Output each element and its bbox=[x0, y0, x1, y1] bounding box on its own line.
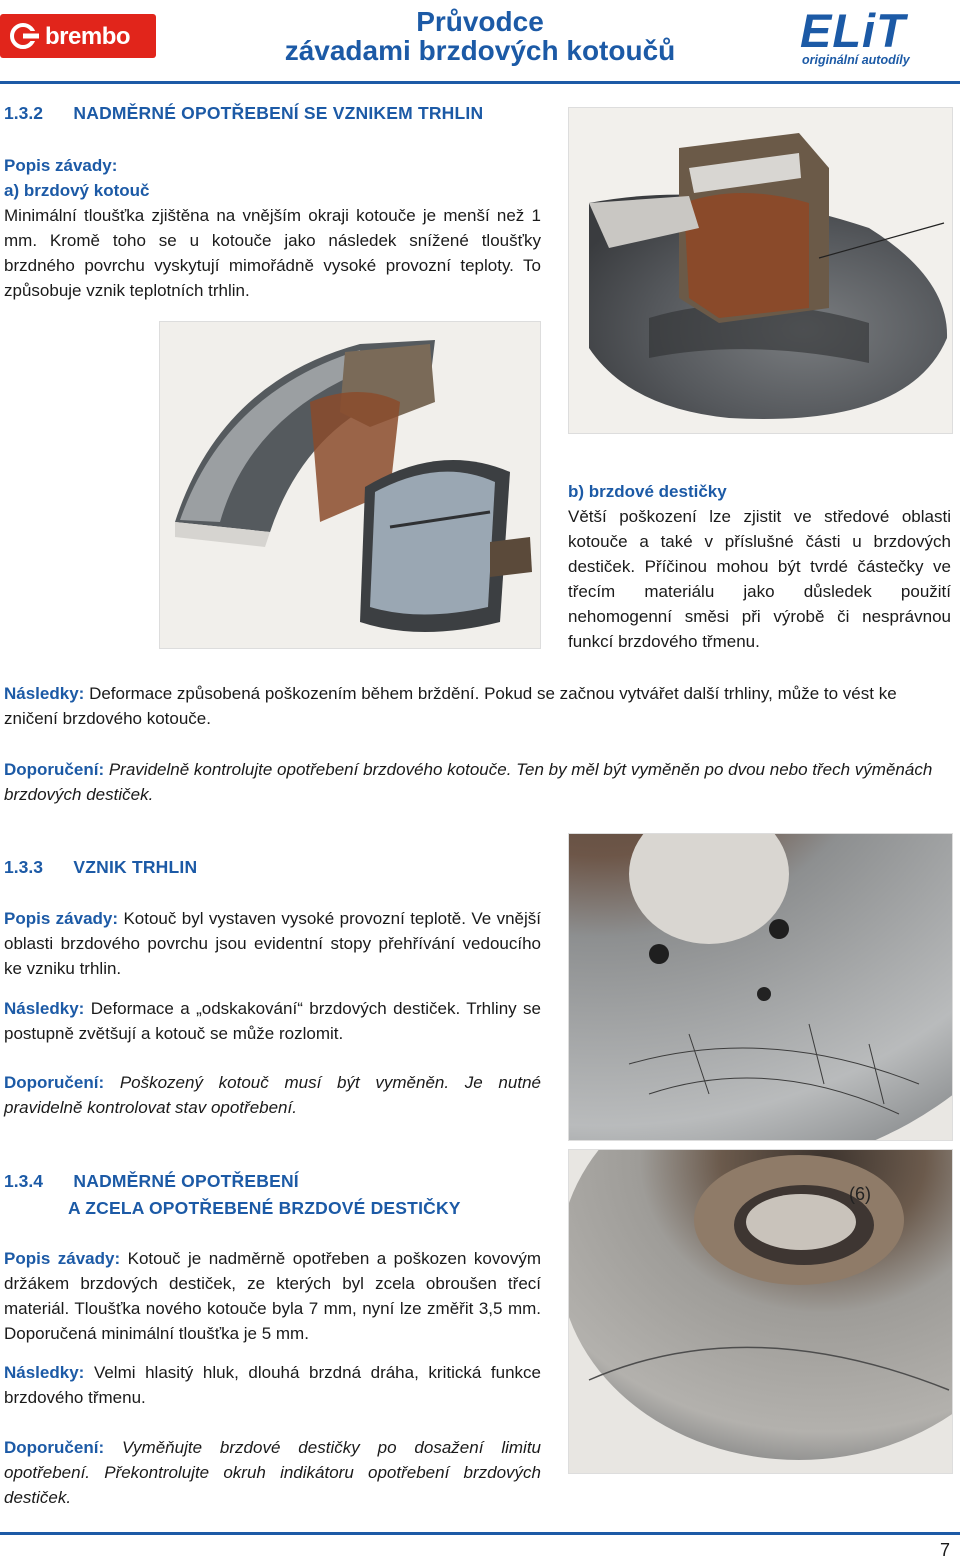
section-title: NADMĚRNÉ OPOTŘEBENÍ SE VZNIKEM TRHLIN bbox=[73, 103, 484, 123]
section-1-3-2-heading bbox=[4, 103, 483, 124]
popis-label: Popis závady: bbox=[4, 909, 119, 928]
s132-doporuceni bbox=[4, 757, 956, 807]
photo-cut-disc bbox=[568, 107, 953, 434]
doporuceni-label: Doporučení: bbox=[4, 1073, 105, 1092]
photo-disc-and-pad bbox=[159, 321, 541, 649]
s133-nasledky bbox=[4, 996, 541, 1046]
section-title: VZNIK TRHLIN bbox=[73, 857, 198, 877]
s132-b-block bbox=[568, 479, 951, 654]
nasledky-text: Velmi hlasitý hluk, dlouhá brzdná dráha, kritická funkce brzdového třmenu. bbox=[4, 1363, 541, 1407]
a-text: Minimální tloušťka zjištěna na vnějším okraji kotouče je menší než 1 mm. Kromě toho se u kotouče jako následek snížené tloušťky brzdného povrchu vyskytují mimořádně vysoké provozní teploty. To způsobuje vznik teplotních trhlin. bbox=[4, 206, 541, 300]
section-title-line2: A ZCELA OPOTŘEBENÉ BRZDOVÉ DESTIČKY bbox=[68, 1198, 461, 1218]
s133-popis bbox=[4, 906, 541, 981]
elit-tagline: originální autodíly bbox=[802, 53, 910, 67]
worn-disc-image bbox=[569, 1150, 952, 1473]
popis-text: Kotouč je nadměrně opotřeben a poškozen kovovým držákem brzdových destiček, ze kterých byl zcela obroušen třecí materiál. Tloušťka nového kotouče byla 7 mm, nyní lze změřit 3,5 mm. Doporučená minimální tloušťka je 5 mm. bbox=[4, 1249, 541, 1343]
s132-nasledky bbox=[4, 681, 952, 731]
doporuceni-text: Pravidelně kontrolujte opotřebení brzdového kotouče. Ten by měl být vyměněn po dvou nebo třech výměnách brzdových destiček. bbox=[4, 760, 933, 804]
photo-cracked-disc bbox=[568, 833, 953, 1141]
b-label: b) brzdové destičky bbox=[568, 482, 727, 501]
elit-wordmark: ELiT bbox=[800, 4, 906, 57]
section-number: 1.3.4 bbox=[4, 1171, 43, 1191]
header-divider bbox=[0, 81, 960, 84]
nasledky-text: Deformace a „odskakování“ brzdových destiček. Trhliny se postupně zvětšují a kotouč se může rozlomit. bbox=[4, 999, 541, 1043]
nasledky-label: Následky: bbox=[4, 684, 85, 703]
popis-label: Popis závady: bbox=[4, 156, 118, 175]
elit-logo bbox=[800, 6, 954, 68]
s132-popis-block bbox=[4, 153, 541, 303]
doporuceni-text: Poškozený kotouč musí být vyměněn. Je nutné pravidelně kontrolovat stav opotřebení. bbox=[4, 1073, 541, 1117]
doporuceni-text: Vyměňujte brzdové destičky po dosažení limitu opotřebení. Překontrolujte okruh indikátoru opotřebení brzdových destiček. bbox=[4, 1438, 541, 1507]
doporuceni-label: Doporučení: bbox=[4, 1438, 105, 1457]
brembo-wordmark: brembo bbox=[45, 23, 131, 50]
s134-popis bbox=[4, 1246, 541, 1346]
header-title-line2: závadami brzdových kotoučů bbox=[284, 35, 676, 66]
popis-label: Popis závady: bbox=[4, 1249, 121, 1268]
nasledky-label: Následky: bbox=[4, 1363, 85, 1382]
section-number: 1.3.3 bbox=[4, 857, 43, 877]
s134-nasledky bbox=[4, 1360, 541, 1410]
header-title-line1: Průvodce bbox=[416, 6, 544, 37]
page-number: 7 bbox=[939, 1540, 950, 1560]
section-number: 1.3.2 bbox=[4, 103, 43, 123]
section-1-3-4-heading bbox=[4, 1171, 461, 1219]
s134-doporuceni bbox=[4, 1435, 541, 1510]
disc-marking-text: (6) bbox=[849, 1184, 871, 1204]
s133-doporuceni bbox=[4, 1070, 541, 1120]
popis-text: Kotouč byl vystaven vysoké provozní teplotě. Ve vnější oblasti brzdového povrchu jsou evidentní stopy přehřívání vedoucího ke vzniku trhlin. bbox=[4, 909, 542, 978]
disc-pad-image bbox=[160, 322, 540, 648]
nasledky-label: Následky: bbox=[4, 999, 85, 1018]
photo-worn-disc bbox=[568, 1149, 953, 1474]
a-label: a) brzdový kotouč bbox=[4, 181, 150, 200]
cracked-disc-image bbox=[569, 834, 952, 1140]
section-1-3-3-heading bbox=[4, 857, 197, 878]
footer-divider bbox=[0, 1532, 960, 1535]
doporuceni-label: Doporučení: bbox=[4, 760, 105, 779]
b-text: Větší poškození lze zjistit ve středové oblasti kotouče a také v příslušné části u brzdových destiček. Příčinou mohou být tvrdé částečky ve třecím materiálu jako důsledek použití nehomogenní směsi při výrobě či nesprávnou funkcí brzdového třmenu. bbox=[568, 507, 951, 651]
cut-disc-image bbox=[569, 108, 952, 433]
nasledky-text: Deformace způsobená poškozením během brždění. Pokud se začnou vytvářet další trhliny, může to vést ke zničení brzdového kotouče. bbox=[4, 684, 897, 728]
section-title-line1: NADMĚRNÉ OPOTŘEBENÍ bbox=[73, 1171, 299, 1191]
